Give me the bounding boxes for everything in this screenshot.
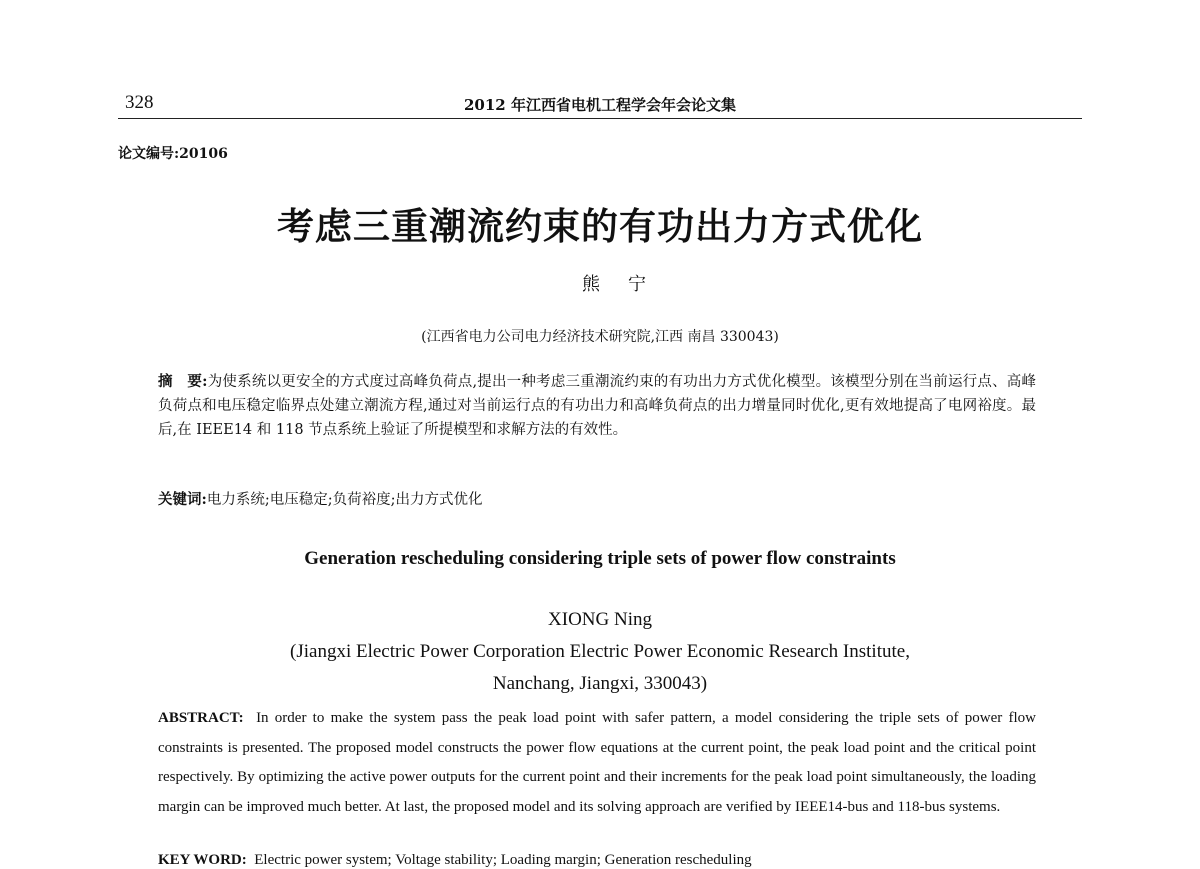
keywords-cn bbox=[158, 488, 483, 509]
abstract-cn bbox=[158, 370, 1036, 442]
title-en: Generation rescheduling considering triple sets of power flow constraints bbox=[304, 548, 896, 569]
keywords-en bbox=[158, 852, 752, 869]
page-number: 328 bbox=[125, 92, 154, 113]
keywords-en-text: Electric power system; Voltage stability; Loading margin; Generation rescheduling bbox=[254, 852, 752, 868]
title-cn: 考虑三重潮流约束的有功出力方式优化 bbox=[277, 205, 923, 248]
affiliation-en-line2: Nanchang, Jiangxi, 330043) bbox=[492, 673, 708, 694]
abstract-cn-label: 摘 要: bbox=[158, 373, 208, 390]
abstract-en-text: In order to make the system pass the peak load point with safer pattern, a model considering the triple sets of power flow constraints is presented. The proposed model constructs the power flow equations at the current point, the peak load point and the critical point respectively. By optimizing the active power outputs for the current point and their increments for the peak load point simultaneously, the loading margin can be improved much better. At last, the proposed model and its solving approach are verified by IEEE14-bus and 118-bus systems. bbox=[158, 710, 1037, 815]
paper-id: 论文编号:20106 bbox=[118, 146, 228, 162]
affiliation-cn: (江西省电力公司电力经济技术研究院,江西 南昌 330043) bbox=[421, 329, 779, 345]
abstract-en bbox=[158, 704, 1036, 822]
abstract-cn-text: 为使系统以更安全的方式度过高峰负荷点,提出一种考虑三重潮流约束的有功出力方式优化模型。该模型分别在当前运行点、高峰负荷点和电压稳定临界点处建立潮流方程,通过对当前运行点的有功出力和高峰负荷点的出力增量同时优化,更有效地提高了电网裕度。最后,在 IEEE14 和 118 节点系统上验证了所提模型和求解方法的有效性。 bbox=[158, 374, 1036, 438]
affiliation-en-line1: (Jiangxi Electric Power Corporation Electric Power Economic Research Institute, bbox=[290, 641, 910, 662]
abstract-en-label: ABSTRACT: bbox=[158, 710, 244, 726]
keywords-cn-label: 关键词: bbox=[158, 491, 207, 508]
author-cn: 熊宁 bbox=[582, 274, 674, 295]
keywords-cn-text: 电力系统;电压稳定;负荷裕度;出力方式优化 bbox=[206, 492, 483, 508]
header-rule bbox=[118, 118, 1082, 119]
author-en: XIONG Ning bbox=[548, 609, 652, 630]
keywords-en-label: KEY WORD: bbox=[158, 852, 247, 868]
running-title: 2012 年江西省电机工程学会年会论文集 bbox=[464, 96, 736, 114]
